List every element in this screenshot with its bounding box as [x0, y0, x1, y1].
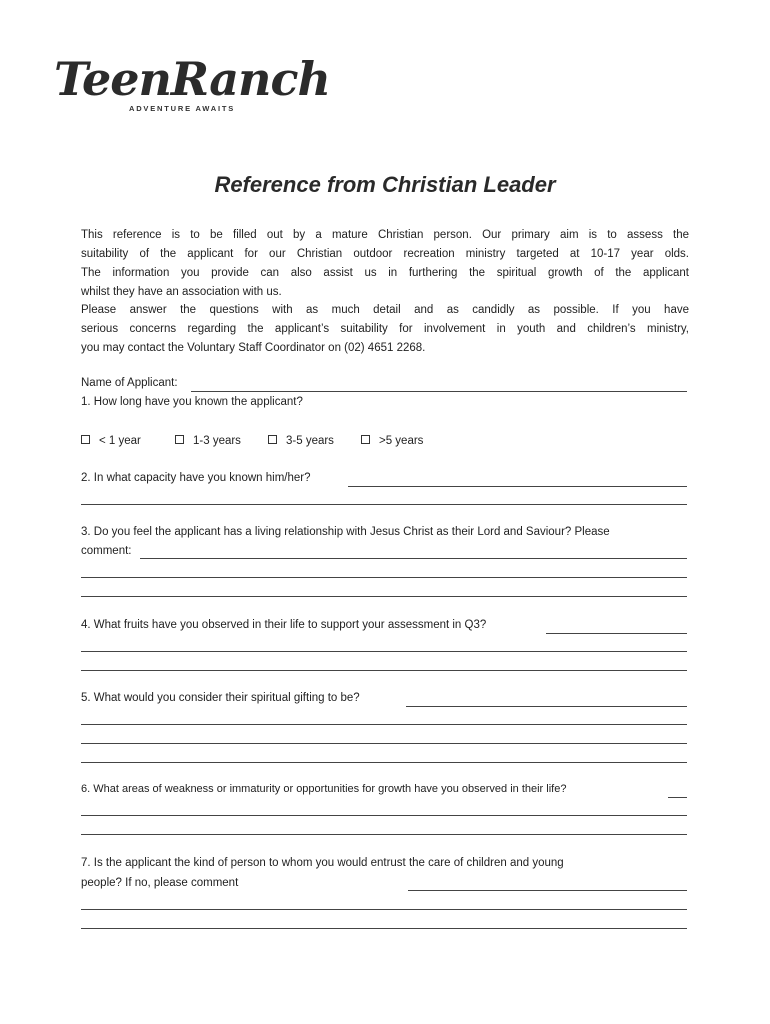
- answer-line[interactable]: [81, 577, 687, 578]
- option-less-than-1-year[interactable]: < 1 year: [81, 435, 141, 447]
- answer-line[interactable]: [140, 558, 687, 559]
- answer-line[interactable]: [81, 928, 687, 929]
- intro-line-6: serious concerns regarding the applicant’s suitability for involvement in youth and children’s ministry,: [81, 323, 689, 335]
- intro-line-7: you may contact the Voluntary Staff Coordinator on (02) 4651 2268.: [81, 342, 426, 354]
- answer-line[interactable]: [81, 743, 687, 744]
- answer-line[interactable]: [546, 633, 687, 634]
- question-3-line-2: comment:: [81, 545, 132, 557]
- name-of-applicant-field[interactable]: [191, 391, 687, 392]
- option-more-than-5-years[interactable]: >5 years: [361, 435, 423, 447]
- answer-line[interactable]: [81, 909, 687, 910]
- answer-line[interactable]: [408, 890, 687, 891]
- checkbox[interactable]: [175, 435, 184, 444]
- answer-line[interactable]: [81, 834, 687, 835]
- question-4: 4. What fruits have you observed in their life to support your assessment in Q3?: [81, 619, 487, 631]
- intro-line-2: suitability of the applicant for our Christian outdoor recreation ministry targeted at 10-17 year olds.: [81, 248, 689, 260]
- option-1-3-years[interactable]: 1-3 years: [175, 435, 241, 447]
- question-5: 5. What would you consider their spiritual gifting to be?: [81, 692, 360, 704]
- checkbox[interactable]: [361, 435, 370, 444]
- question-6: 6. What areas of weakness or immaturity or opportunities for growth have you observed in their life?: [81, 783, 567, 795]
- answer-line[interactable]: [406, 706, 687, 707]
- answer-line[interactable]: [81, 651, 687, 652]
- answer-line[interactable]: [81, 596, 687, 597]
- intro-line-5: Please answer the questions with as much detail and as candidly as possible. If you have: [81, 304, 689, 316]
- answer-line[interactable]: [348, 486, 687, 487]
- logo-tagline: ADVENTURE AWAITS: [129, 104, 236, 113]
- logo-wordmark: TeenRanch: [54, 52, 330, 106]
- teen-ranch-logo: [54, 52, 334, 120]
- intro-line-1: This reference is to be filled out by a mature Christian person. Our primary aim is to assess the: [81, 229, 689, 241]
- question-2: 2. In what capacity have you known him/her?: [81, 472, 311, 484]
- answer-line[interactable]: [81, 724, 687, 725]
- page-title: Reference from Christian Leader: [214, 172, 556, 197]
- answer-line[interactable]: [81, 762, 687, 763]
- name-of-applicant-label: Name of Applicant:: [81, 377, 178, 389]
- checkbox[interactable]: [268, 435, 277, 444]
- question-3-line-1: 3. Do you feel the applicant has a living relationship with Jesus Christ as their Lord and Saviour? Please: [81, 526, 610, 538]
- question-7-line-1: 7. Is the applicant the kind of person to whom you would entrust the care of children and young: [81, 857, 564, 869]
- answer-line[interactable]: [81, 670, 687, 671]
- option-3-5-years[interactable]: 3-5 years: [268, 435, 334, 447]
- question-7-line-2: people? If no, please comment: [81, 877, 239, 889]
- answer-line[interactable]: [81, 504, 687, 505]
- answer-line[interactable]: [81, 815, 687, 816]
- checkbox[interactable]: [81, 435, 90, 444]
- intro-line-3: The information you provide can also assist us in furthering the spiritual growth of the applicant: [81, 267, 689, 279]
- intro-line-4: whilst they have an association with us.: [81, 286, 282, 298]
- question-1: 1. How long have you known the applicant?: [81, 396, 303, 408]
- answer-line[interactable]: [668, 797, 687, 798]
